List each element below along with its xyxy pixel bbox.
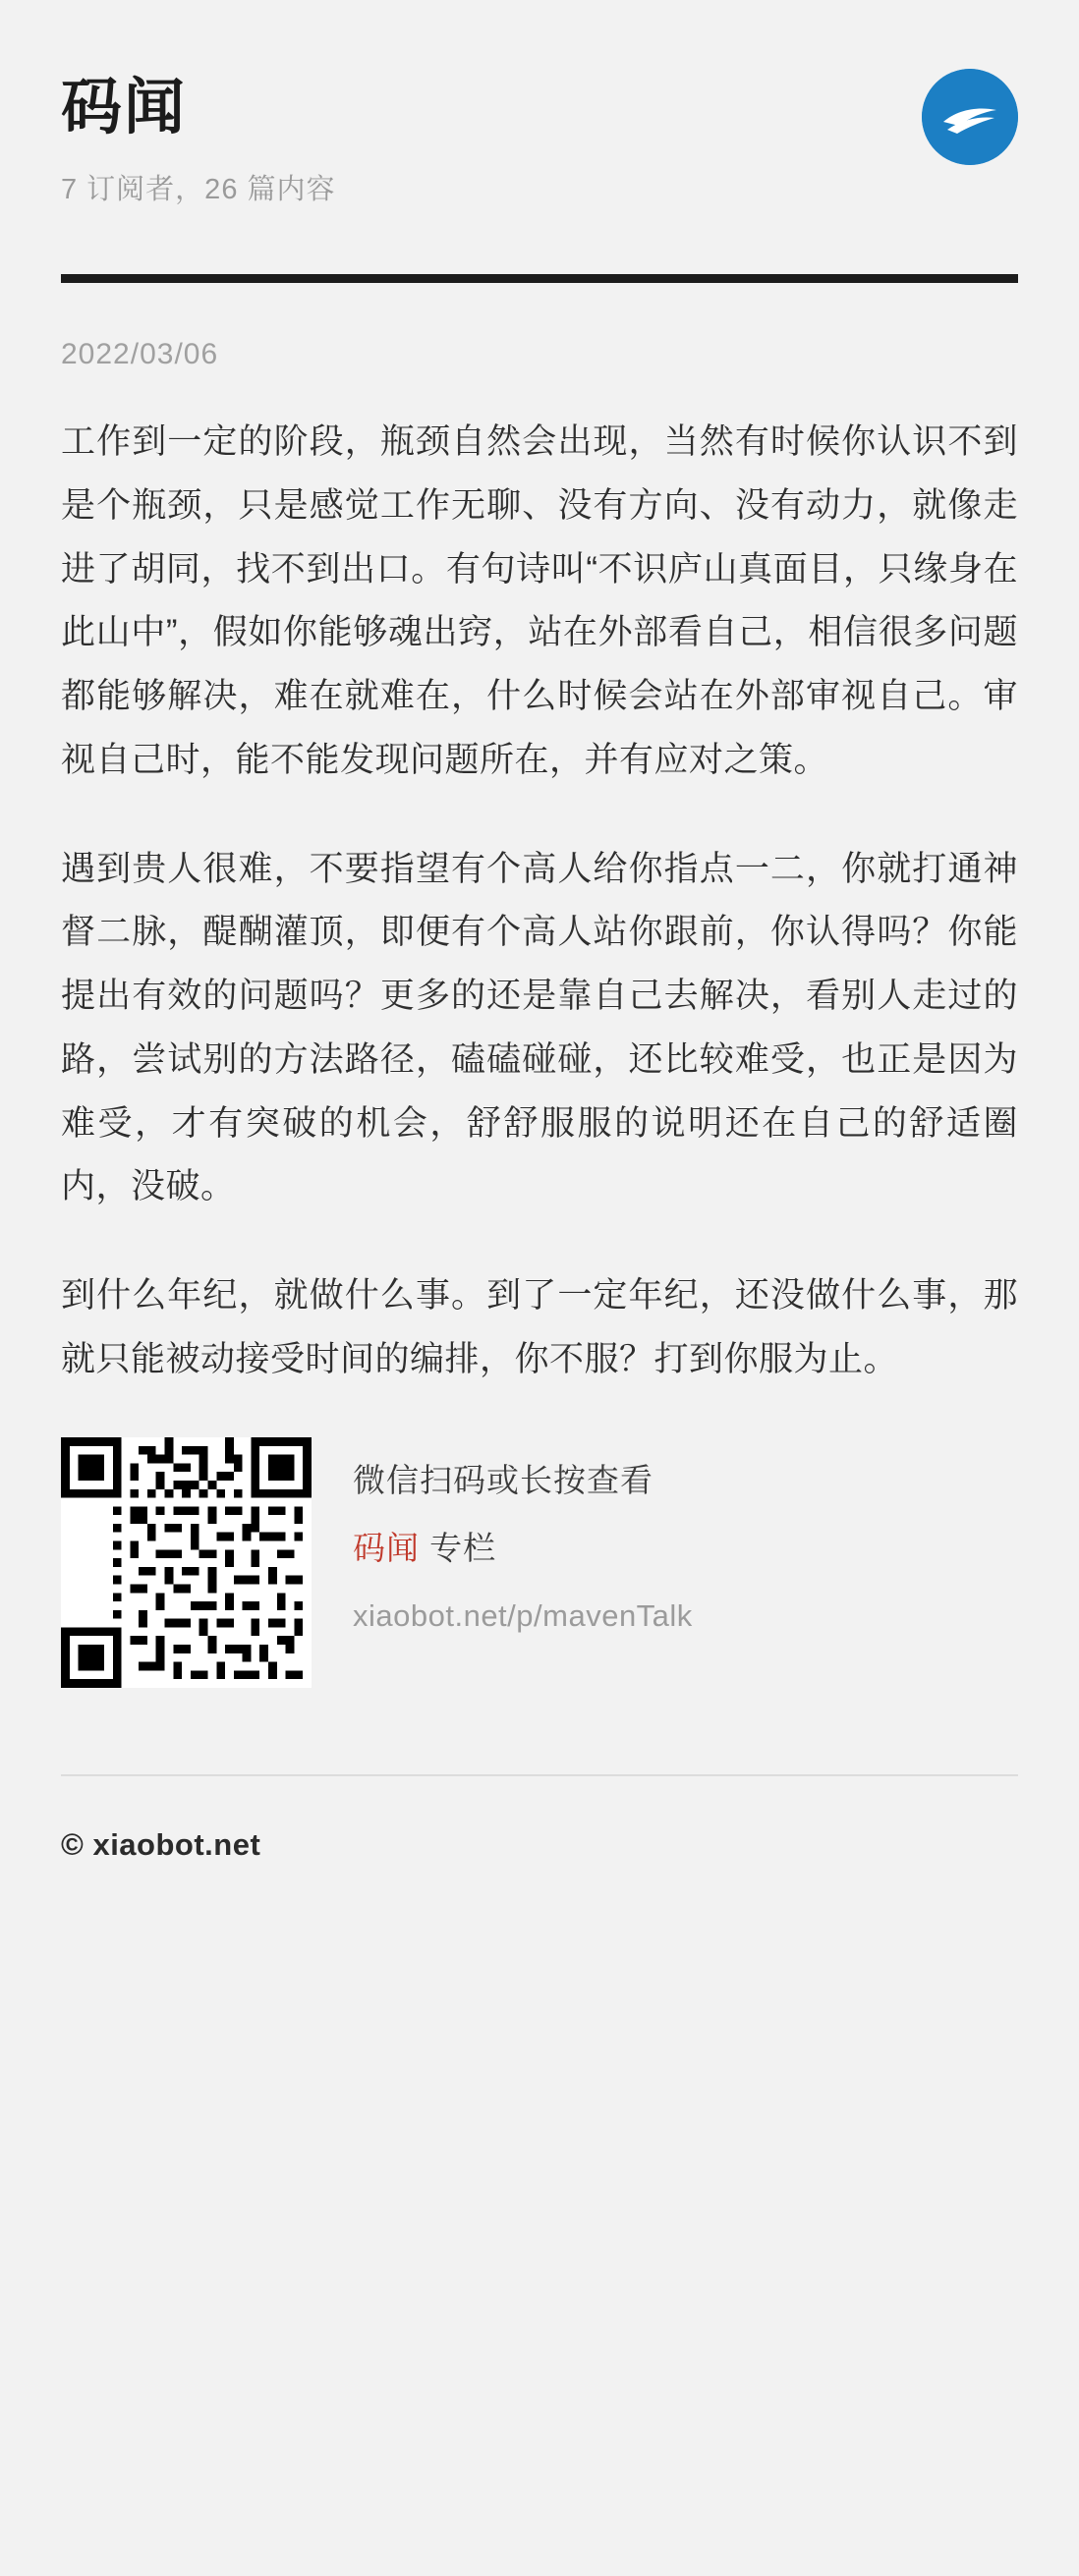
article-paragraph: 到什么年纪，就做什么事。到了一定年纪，还没做什么事，那就只能被动接受时间的编排，你不服？打到你服为止。 [61, 1276, 1018, 1378]
article-paragraph: 工作到一定的阶段，瓶颈自然会出现，当然有时候你认识不到是个瓶颈，只是感觉工作无聊、没有方向、没有动力，就像走进了胡同，找不到出口。有句诗叫“不识庐山真面目，只缘身在此山中”，假如你能够魂出窍，站在外部看自己，相信很多问题都能够解决，难在就难在，什么时候会站在外部审视自己。审视自己时，能不能发现问题所在，并有应对之策。 [61, 422, 1018, 779]
column-suffix: 专栏 [420, 1529, 497, 1566]
article-paragraph: 遇到贵人很难，不要指望有个高人给你指点一二，你就打通神督二脉，醍醐灌顶，即便有个高人站你跟前，你认得吗？你能提出有效的问题吗？更多的还是靠自己去解决，看别人走过的路，尝试别的方法路径，磕磕碰碰，还比较难受，也正是因为难受，才有突破的机会，舒舒服服的说明还在自己的舒适圈内，没破。 [61, 849, 1018, 1206]
qr-share-block [61, 1437, 1018, 1688]
publication-header [61, 0, 1018, 207]
header-divider [61, 274, 1018, 283]
qr-code-icon[interactable] [61, 1437, 312, 1688]
subscriber-count-label: 7 订阅者，26 篇内容 [61, 174, 336, 206]
article-date: 2022/03/06 [61, 338, 219, 371]
qr-instruction-label: 微信扫码或长按查看 [353, 1461, 653, 1498]
copyright-label: © xiaobot.net [61, 1826, 261, 1862]
qr-column-label [353, 1523, 693, 1569]
column-url[interactable]: xiaobot.net/p/mavenTalk [353, 1597, 693, 1633]
article-body [61, 411, 1018, 1392]
brand-name: 码闻 [353, 1529, 420, 1566]
qr-text-group [353, 1437, 693, 1634]
footer-divider [61, 1774, 1018, 1776]
header-text-group [61, 69, 336, 207]
bird-logo-icon [922, 69, 1018, 165]
page-title: 码闻 [61, 74, 188, 141]
